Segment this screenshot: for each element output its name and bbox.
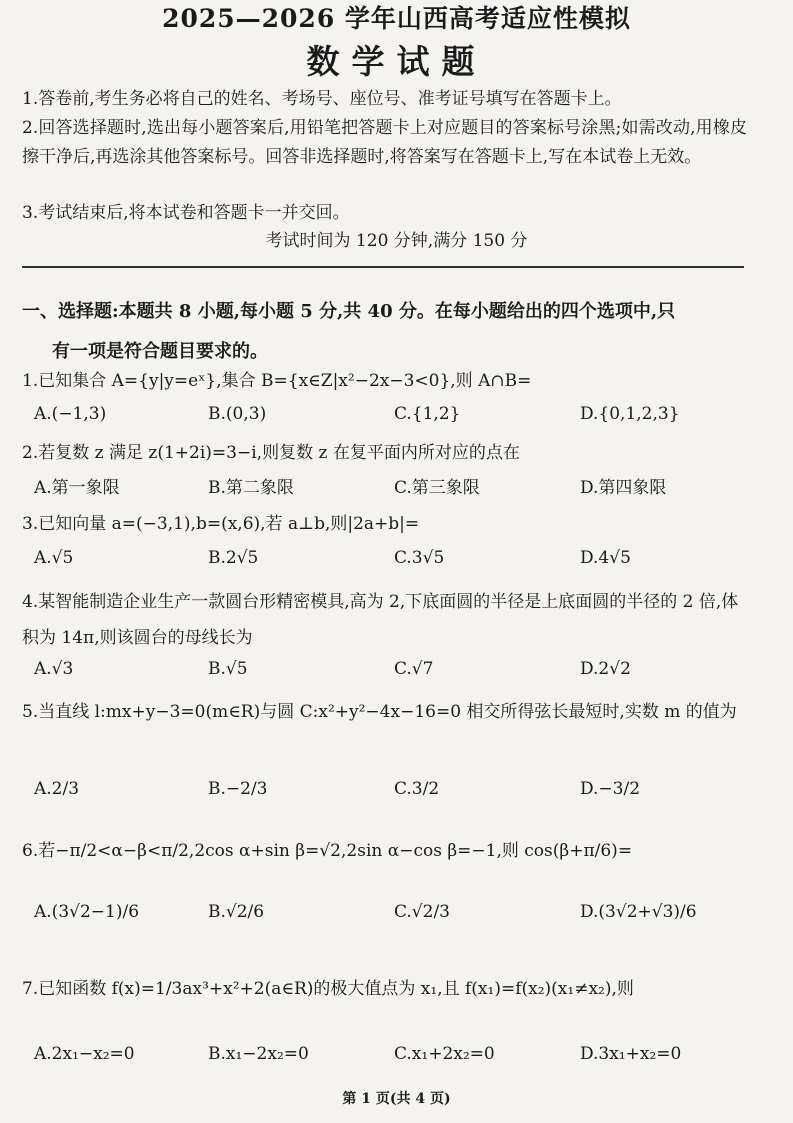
option-b: B.第二象限: [208, 477, 294, 498]
option-a: A.√5: [34, 548, 74, 568]
question-7-stem: 7.已知函数 f(x)=1/3ax³+x²+2(a∈R)的极大值点为 x₁,且 f(x₁)=f(x₂)(x₁≠x₂),则: [22, 979, 634, 999]
divider: [22, 266, 744, 268]
instruction-1: 1.答卷前,考生务必将自己的姓名、考场号、座位号、准考证号填写在答题卡上。: [22, 89, 622, 109]
page-footer: 第 1 页(共 4 页): [342, 1091, 451, 1107]
option-d: D.第四象限: [580, 477, 667, 498]
option-a: A.(−1,3): [34, 404, 107, 424]
question-2-options: [34, 463, 754, 507]
option-d: D.−3/2: [580, 779, 641, 799]
section-heading: [22, 292, 752, 372]
instruction-3: 3.考试结束后,将本试卷和答题卡一并交回。: [22, 203, 350, 223]
option-b: B.√2/6: [208, 902, 265, 922]
section-heading-line2: 有一项是符合题目要求的。: [52, 341, 268, 362]
option-a: A.(3√2−1)/6: [34, 902, 140, 922]
question-2-stem: 2.若复数 z 满足 z(1+2i)=3−i,则复数 z 在复平面内所对应的点在: [22, 443, 520, 463]
option-d: D.{0,1,2,3}: [580, 404, 680, 424]
question-6-options: [34, 890, 754, 934]
subject-title: 数学试题: [306, 42, 487, 81]
question-3-options: [34, 536, 754, 580]
option-d: D.(3√2+√3)/6: [580, 902, 697, 922]
question-5-stem: 5.当直线 l:mx+y−3=0(m∈R)与圆 C:x²+y²−4x−16=0 相交所得弦长最短时,实数 m 的值为: [22, 702, 737, 722]
option-c: C.{1,2}: [394, 404, 461, 424]
question-7-options: [34, 1032, 754, 1076]
question-4-stem: 4.某智能制造企业生产一款圆台形精密模具,高为 2,下底面圆的半径是上底面圆的半径的 2 倍,体积为 14π,则该圆台的母线长为: [22, 592, 739, 648]
instruction-2: 2.回答选择题时,选出每小题答案后,用铅笔把答题卡上对应题目的答案标号涂黑;如需改动,用橡皮擦干净后,再选涂其他答案标号。回答非选择题时,将答案写在答题卡上,写在本试卷上无效。: [22, 118, 747, 167]
question-4-options: [34, 647, 754, 691]
question-6-stem: 6.若−π/2<α−β<π/2,2cos α+sin β=√2,2sin α−cos β=−1,则 cos(β+π/6)=: [22, 841, 633, 861]
option-c: C.√7: [394, 659, 434, 679]
option-b: B.x₁−2x₂=0: [208, 1044, 309, 1064]
question-1-stem: 1.已知集合 A={y|y=eˣ},集合 B={x∈Z|x²−2x−3<0},则 A∩B=: [22, 371, 532, 391]
exam-name: 2025—2026 学年山西高考适应性模拟: [162, 4, 631, 33]
option-b: B.2√5: [208, 548, 259, 568]
option-d: D.4√5: [580, 548, 631, 568]
option-b: B.(0,3): [208, 404, 267, 424]
option-a: A.2x₁−x₂=0: [34, 1044, 135, 1064]
question-3-stem: 3.已知向量 a=(−3,1),b=(x,6),若 a⊥b,则|2a+b|=: [22, 514, 420, 534]
option-c: C.3√5: [394, 548, 445, 568]
option-c: C.x₁+2x₂=0: [394, 1044, 495, 1064]
option-d: D.2√2: [580, 659, 631, 679]
section-heading-line1: 一、选择题:本题共 8 小题,每小题 5 分,共 40 分。在每小题给出的四个选项中,只: [22, 301, 676, 322]
option-a: A.2/3: [34, 779, 80, 799]
option-c: C.3/2: [394, 779, 440, 799]
question-5-options: [34, 767, 754, 811]
option-a: A.第一象限: [34, 477, 120, 498]
option-d: D.3x₁+x₂=0: [580, 1044, 682, 1064]
option-a: A.√3: [34, 659, 74, 679]
question-1-options: [34, 392, 754, 436]
option-b: B.√5: [208, 659, 248, 679]
option-c: C.√2/3: [394, 902, 450, 922]
option-c: C.第三象限: [394, 477, 480, 498]
option-b: B.−2/3: [208, 779, 268, 799]
exam-time: 考试时间为 120 分钟,满分 150 分: [265, 231, 528, 251]
